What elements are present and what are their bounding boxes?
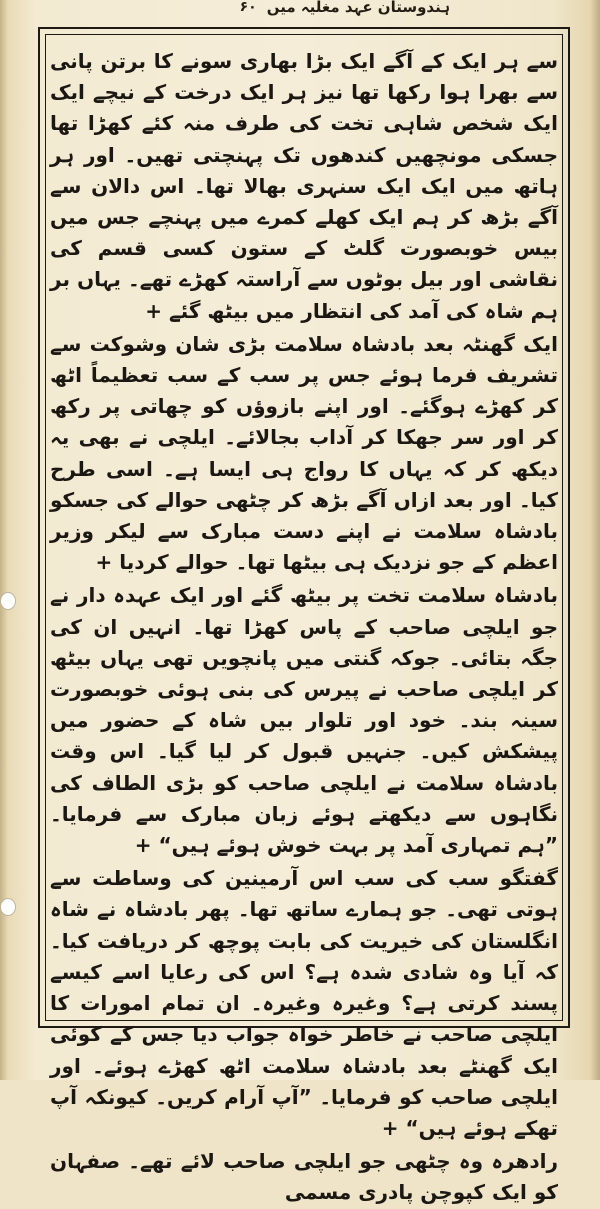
page-edge-shadow-left: [0, 0, 8, 1080]
paragraph: بادشاہ سلامت تخت پر بیٹھ گئے اور ایک عہدہ دار نے جو ایلچی صاحب کے پاس کھڑا تھا۔ انہیں ان کی جگہ بتائی۔ جوکہ گنتی میں پانچویں تھی یہاں بیٹھ کر ایلچی صاحب نے پیرس کی بنی ہوئی خوبصورت سینہ بند۔ خود اور تلوار بیں شاہ کے حضور میں پیشکش کیں۔ جنہیں قبول کر لیا گیا۔ اس وقت بادشاہ سلامت نے ایلچی صاحب کو بڑی الطاف کی نگاہوں سے دیکھتے ہوئے زبان مبارک سے فرمایا۔ ”ہم تمہاری آمد پر بہت خوش ہوئے ہیں“ +: [50, 583, 558, 858]
page-edge-shadow-right: [590, 0, 600, 1080]
paragraph: ایک گھنٹہ بعد بادشاہ سلامت بڑی شان وشوکت سے تشریف فرما ہوئے جس پر سب کے سب تعظیماً اٹھ کر کھڑے ہوگئے۔ اور اپنے بازوؤں کو چھاتی پر رکھ کر اور سر جھکا کر آداب بجالائے۔ ایلچی نے بھی یہ دیکھ کر کہ یہاں کا رواج ہی ایسا ہے۔ اسی طرح کیا۔ اور بعد ازاں آگے بڑھ کر چٹھی حوالے کی جسکو بادشاہ سلامت نے اپنے دست مبارک سے لیکر وزیر اعظم کے جو نزدیک ہی بیٹھا تھا۔ حوالے کردیا +: [50, 331, 558, 575]
page-number: ۶۰: [239, 0, 257, 15]
running-title: ہندوستان عہد مغلیہ میں: [266, 0, 450, 16]
paragraph: رادھرہ وہ چٹھی جو ایلچی صاحب لائے تھے۔ صفہان کو ایک کپوچن پادری مسمی: [50, 1149, 558, 1205]
paper-tear-mark: [0, 898, 16, 916]
running-header: [240, 0, 450, 18]
urdu-body-text: [50, 46, 558, 1205]
paragraph: سے ہر ایک کے آگے ایک بڑا بھاری سونے کا برتن پانی سے بھرا ہوا رکھا تھا نیز ہر ایک درخت کے نیچے ایک ایک شخص شاہی تخت کی طرف منہ کئے کھڑا تھا جسکی مونچھیں کندھوں تک پہنچتی تھیں۔ اور ہر ہاتھ میں ایک ایک سنہری بھالا تھا۔ اس دالان سے آگے بڑھ کر ہم ایک کھلے کمرے میں پہنچے جس میں بیس خوبصورت گلٹ کے ستون کسی قسم کی نقاشی اور بیل بوٹوں سے آراستہ کھڑے تھے۔ یہاں بر ہم شاہ کی آمد کی انتظار میں بیٹھ گئے +: [50, 49, 558, 323]
paragraph: گفتگو سب کی سب اس آرمینین کی وساطت سے ہوتی تھی۔ جو ہمارے ساتھ تھا۔ پھر بادشاہ نے شاہ انگلستان کی خیریت کی بابت پوچھ کر دریافت کیا۔ کہ آیا وہ شادی شدہ ہے؟ اس کی رعایا اسے کیسے پسند کرتی ہے؟ وغیرہ وغیرہ۔ ان تمام امورات کا ایلچی صاحب نے خاطر خواہ جواب دیا جس کے کوئی ایک گھنٹے بعد بادشاہ سلامت اٹھ کھڑے ہوئے۔ اور ایلچی صاحب کو فرمایا۔ ”آپ آرام کریں۔ کیونکہ آپ تھکے ہوئے ہیں“ +: [50, 866, 558, 1140]
paper-tear-mark: [0, 592, 16, 610]
